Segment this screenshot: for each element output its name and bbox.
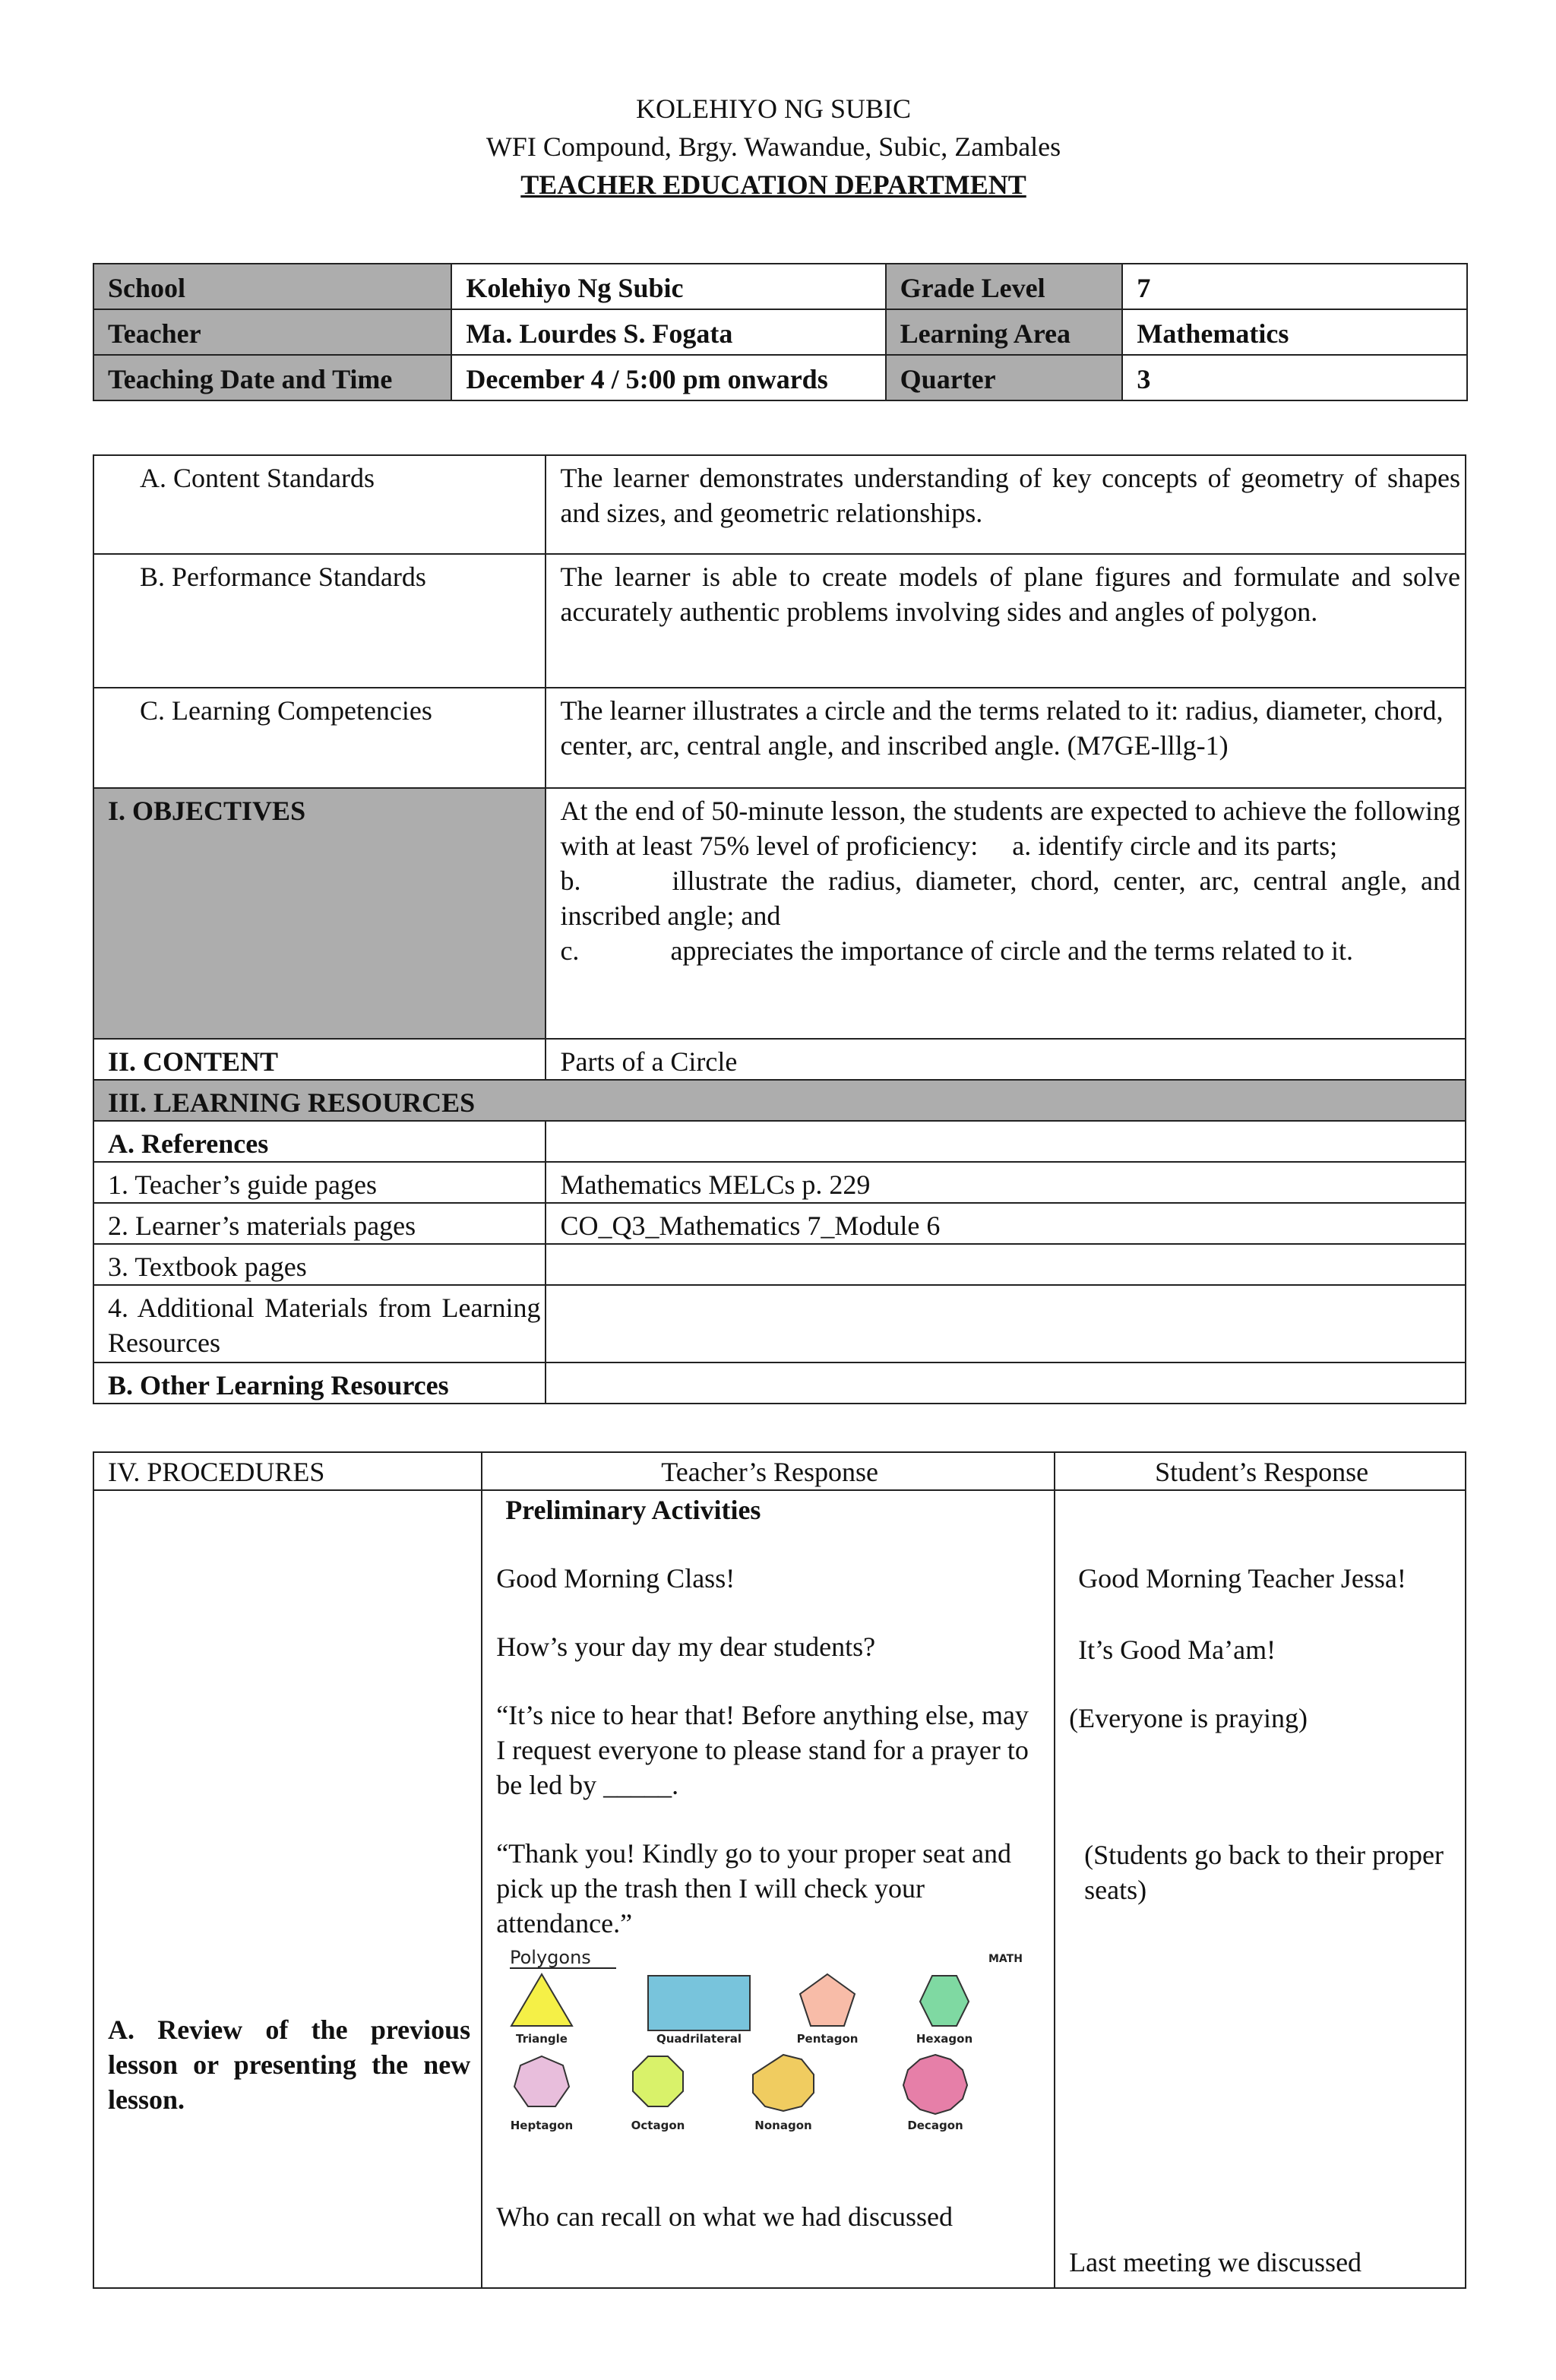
teacher-ask-day: How’s your day my dear students? [496,1632,876,1662]
teachers-guide-value: Mathematics MELCs p. 229 [546,1162,1466,1203]
heptagon-label: Heptagon [510,2119,574,2132]
pentagon-label: Pentagon [796,2032,859,2046]
polygons-title: Polygons [510,1947,591,1968]
content-section-value: Parts of a Circle [546,1039,1466,1080]
hexagon-shape [920,1976,969,2026]
references-value [546,1121,1466,1162]
teacher-response-header: Teacher’s Response [482,1452,1055,1490]
references-label: A. References [93,1121,546,1162]
learning-competencies-label: C. Learning Competencies [93,688,546,788]
performance-standards-label: B. Performance Standards [93,554,546,688]
school-value: Kolehiyo Ng Subic [451,264,885,309]
octagon-label: Octagon [631,2119,685,2132]
content-standards-label: A. Content Standards [93,455,546,554]
other-resources-label: B. Other Learning Resources [93,1362,546,1404]
textbook-pages-label: 3. Textbook pages [93,1244,546,1285]
teaching-date-label: Teaching Date and Time [93,355,451,400]
standards-table [93,454,1466,1404]
review-lesson-label: A. Review of the previous lesson or presenting the new lesson. [108,2014,471,2115]
teacher-attendance: “Thank you! Kindly go to your proper seat and pick up the trash then I will check your attendance.” [496,1838,1012,1938]
department-title: TEACHER EDUCATION DEPARTMENT [520,169,1026,200]
grade-level-value: 7 [1122,264,1467,309]
objective-c: appreciates the importance of circle and the terms related to it. [670,935,1354,966]
learning-resources-label: III. LEARNING RESOURCES [93,1080,1466,1121]
objective-a: a. identify circle and its parts; [1012,831,1338,861]
quadrilateral-shape [648,1976,750,2030]
procedure-step-cell [93,1490,482,2288]
student-greeting: Good Morning Teacher Jessa! [1078,1563,1406,1594]
school-address: WFI Compound, Brgy. Wawandue, Subic, Zambales [485,131,1061,162]
decagon-shape [903,2055,967,2114]
decagon-label: Decagon [907,2119,963,2132]
other-resources-value [546,1362,1466,1404]
grade-level-label: Grade Level [886,264,1123,309]
pentagon-shape [800,1974,855,2026]
content-section-label: II. CONTENT [93,1039,546,1080]
additional-materials-label: 4. Additional Materials from Learning Resources [93,1285,546,1362]
teacher-recall-question: Who can recall on what we had discussed [496,2201,953,2232]
learners-materials-label: 2. Learner’s materials pages [93,1203,546,1244]
procedures-table [93,1451,1466,2289]
polygons-figure [502,1944,1034,2149]
learning-competencies-text: The learner illustrates a circle and the terms related to it: radius, diameter, chord, center, arc, central angle, and inscribed angle. (M7GE-lllg-1) [546,688,1466,788]
objectives-intro: At the end of 50-minute lesson, the students are expected to achieve the following with at least 75% level of proficiency: [560,796,1460,861]
quarter-value: 3 [1122,355,1467,400]
objective-b: illustrate the radius, diameter, chord, center, arc, central angle, and inscribed angle; and [560,866,1460,931]
teacher-prayer-request: “It’s nice to hear that! Before anything else, may I request everyone to please stand for a prayer to be led by _____. [496,1700,1029,1800]
teacher-greeting: Good Morning Class! [496,1563,735,1594]
math-brand-logo: MATH [988,1953,1023,1965]
teacher-label: Teacher [93,309,451,355]
teacher-response-cell [482,1490,1055,2288]
quadrilateral-label: Quadrilateral [656,2032,742,2046]
hexagon-label: Hexagon [916,2032,973,2046]
objectives-label: I. OBJECTIVES [93,788,546,1039]
additional-materials-value [546,1285,1466,1362]
triangle-label: Triangle [516,2032,568,2046]
content-standards-text: The learner demonstrates understanding of key concepts of geometry of shapes and sizes, and geometric relationships. [546,455,1466,554]
quarter-label: Quarter [886,355,1123,400]
teachers-guide-label: 1. Teacher’s guide pages [93,1162,546,1203]
procedures-header: IV. PROCEDURES [93,1452,482,1490]
heptagon-shape [514,2056,569,2106]
objectives-text [546,788,1466,1039]
student-go-back: (Students go back to their proper seats) [1084,1840,1444,1905]
teacher-value: Ma. Lourdes S. Fogata [451,309,885,355]
document-header [0,90,1547,204]
student-day-reply: It’s Good Ma’am! [1078,1635,1276,1665]
teaching-date-value: December 4 / 5:00 pm onwards [451,355,885,400]
student-response-header: Student’s Response [1055,1452,1466,1490]
objective-b-marker: b. [560,866,581,896]
learning-area-label: Learning Area [886,309,1123,355]
learners-materials-value: CO_Q3_Mathematics 7_Module 6 [546,1203,1466,1244]
textbook-pages-value [546,1244,1466,1285]
preliminary-activities-heading: Preliminary Activities [505,1495,761,1525]
objective-c-marker: c. [560,935,580,966]
student-response-cell [1055,1490,1466,2288]
triangle-shape [511,1974,572,2026]
student-praying: (Everyone is praying) [1069,1703,1308,1733]
nonagon-label: Nonagon [754,2119,812,2132]
info-table [93,263,1468,401]
school-name: KOLEHIYO NG SUBIC [636,93,911,124]
school-label: School [93,264,451,309]
performance-standards-text: The learner is able to create models of plane figures and formulate and solve accurately authentic problems involving sides and angles of polygon. [546,554,1466,688]
octagon-shape [633,2056,683,2106]
learning-area-value: Mathematics [1122,309,1467,355]
nonagon-shape [753,2055,814,2111]
student-last-meeting: Last meeting we discussed [1069,2247,1362,2277]
